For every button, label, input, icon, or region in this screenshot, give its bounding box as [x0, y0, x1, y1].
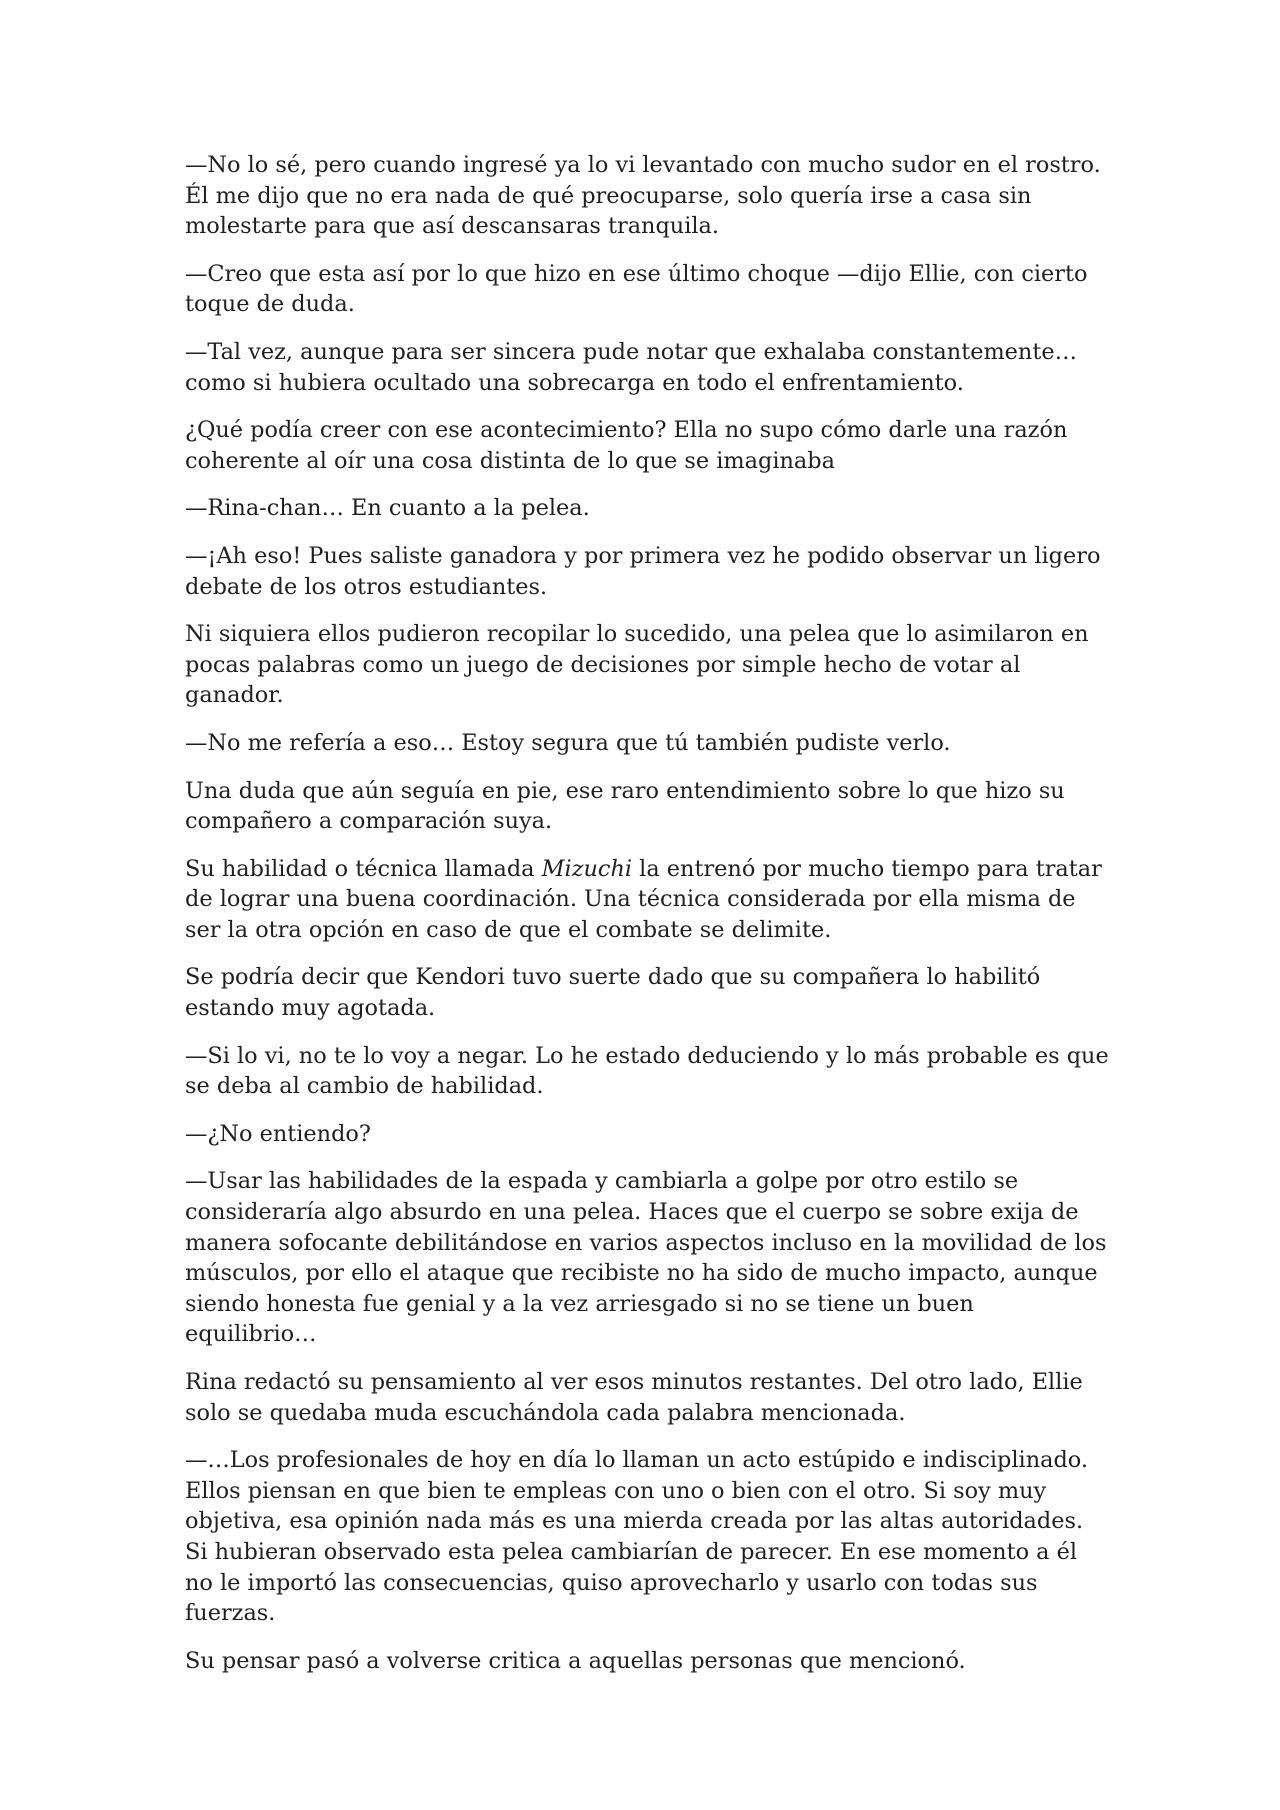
paragraph-9: Una duda que aún seguía en pie, ese raro entendimiento sobre lo que hizo su compañero a comparación suya.	[185, 777, 1065, 835]
paragraph-15: Rina redactó su pensamiento al ver esos minutos restantes. Del otro lado, Ellie solo se quedaba muda escuchándola cada palabra mencionada.	[185, 1369, 1083, 1426]
paragraph-13: —¿No entiendo?	[185, 1120, 371, 1147]
paragraph-10	[185, 854, 1110, 946]
paragraph-4: ¿Qué podía creer con ese acontecimiento? Ella no supo cómo darle una razón coherente al oír una cosa distinta de lo que se imaginaba	[185, 417, 1068, 474]
paragraph-12: —Si lo vi, no te lo voy a negar. Lo he estado deduciendo y lo más probable es que se deba al cambio de habilidad.	[185, 1042, 1109, 1100]
body-text	[185, 150, 1110, 1693]
paragraph-16: —…Los profesionales de hoy en día lo llaman un acto estúpido e indisciplinado. Ellos piensan en que bien te empleas con uno o bien con el otro. Si soy muy objetiva, esa opinión nada más es una mierda creada por las altas autoridades. Si hubieran observado esta pelea cambiarían de parecer. En ese momento a él no le importó las consecuencias, quiso aprovecharlo y usarlo con todas sus fuerzas.	[185, 1447, 1089, 1627]
technique-name-italic: Mizuchi	[541, 855, 633, 882]
paragraph-10-start: Su habilidad o técnica llamada	[185, 855, 542, 882]
paragraph-14: —Usar las habilidades de la espada y cambiarla a golpe por otro estilo se consideraría algo absurdo en una pelea. Haces que el cuerpo se sobre exija de manera sofocante debilitándose en varios aspectos incluso en la movilidad de los músculos, por ello el ataque que recibiste no ha sido de mucho impacto, aunque siendo honesta fue genial y a la vez arriesgado si no se tiene un buen equilibrio…	[185, 1168, 1107, 1348]
paragraph-1: —No lo sé, pero cuando ingresé ya lo vi levantado con mucho sudor en el rostro. Él me dijo que no era nada de qué preocuparse, solo quería irse a casa sin molestarte para que así descansaras tranquila.	[185, 152, 1101, 240]
paragraph-3: —Tal vez, aunque para ser sincera pude notar que exhalaba constantemente… como si hubiera ocultado una sobrecarga en todo el enfrentamiento.	[185, 338, 1077, 396]
paragraph-2: —Creo que esta así por lo que hizo en ese último choque —dijo Ellie, con cierto toque de duda.	[185, 260, 1088, 318]
paragraph-17: Su pensar pasó a volverse critica a aquellas personas que mencionó.	[185, 1647, 966, 1674]
paragraph-10-end: la entrenó por mucho tiempo para tratar de lograr una buena coordinación. Una técnica considerada por ella misma de ser la otra opción en caso de que el combate se delimite.	[185, 855, 1102, 943]
paragraph-6: —¡Ah eso! Pues saliste ganadora y por primera vez he podido observar un ligero debate de los otros estudiantes.	[185, 542, 1101, 600]
paragraph-11: Se podría decir que Kendori tuvo suerte dado que su compañera lo habilitó estando muy agotada.	[185, 964, 1041, 1022]
paragraph-5: —Rina-chan… En cuanto a la pelea.	[185, 495, 590, 522]
paragraph-7: Ni siquiera ellos pudieron recopilar lo sucedido, una pelea que lo asimilaron en pocas palabras como un juego de decisiones por simple hecho de votar al ganador.	[185, 621, 1089, 709]
paragraph-8: —No me refería a eso… Estoy segura que tú también pudiste verlo.	[185, 729, 951, 756]
